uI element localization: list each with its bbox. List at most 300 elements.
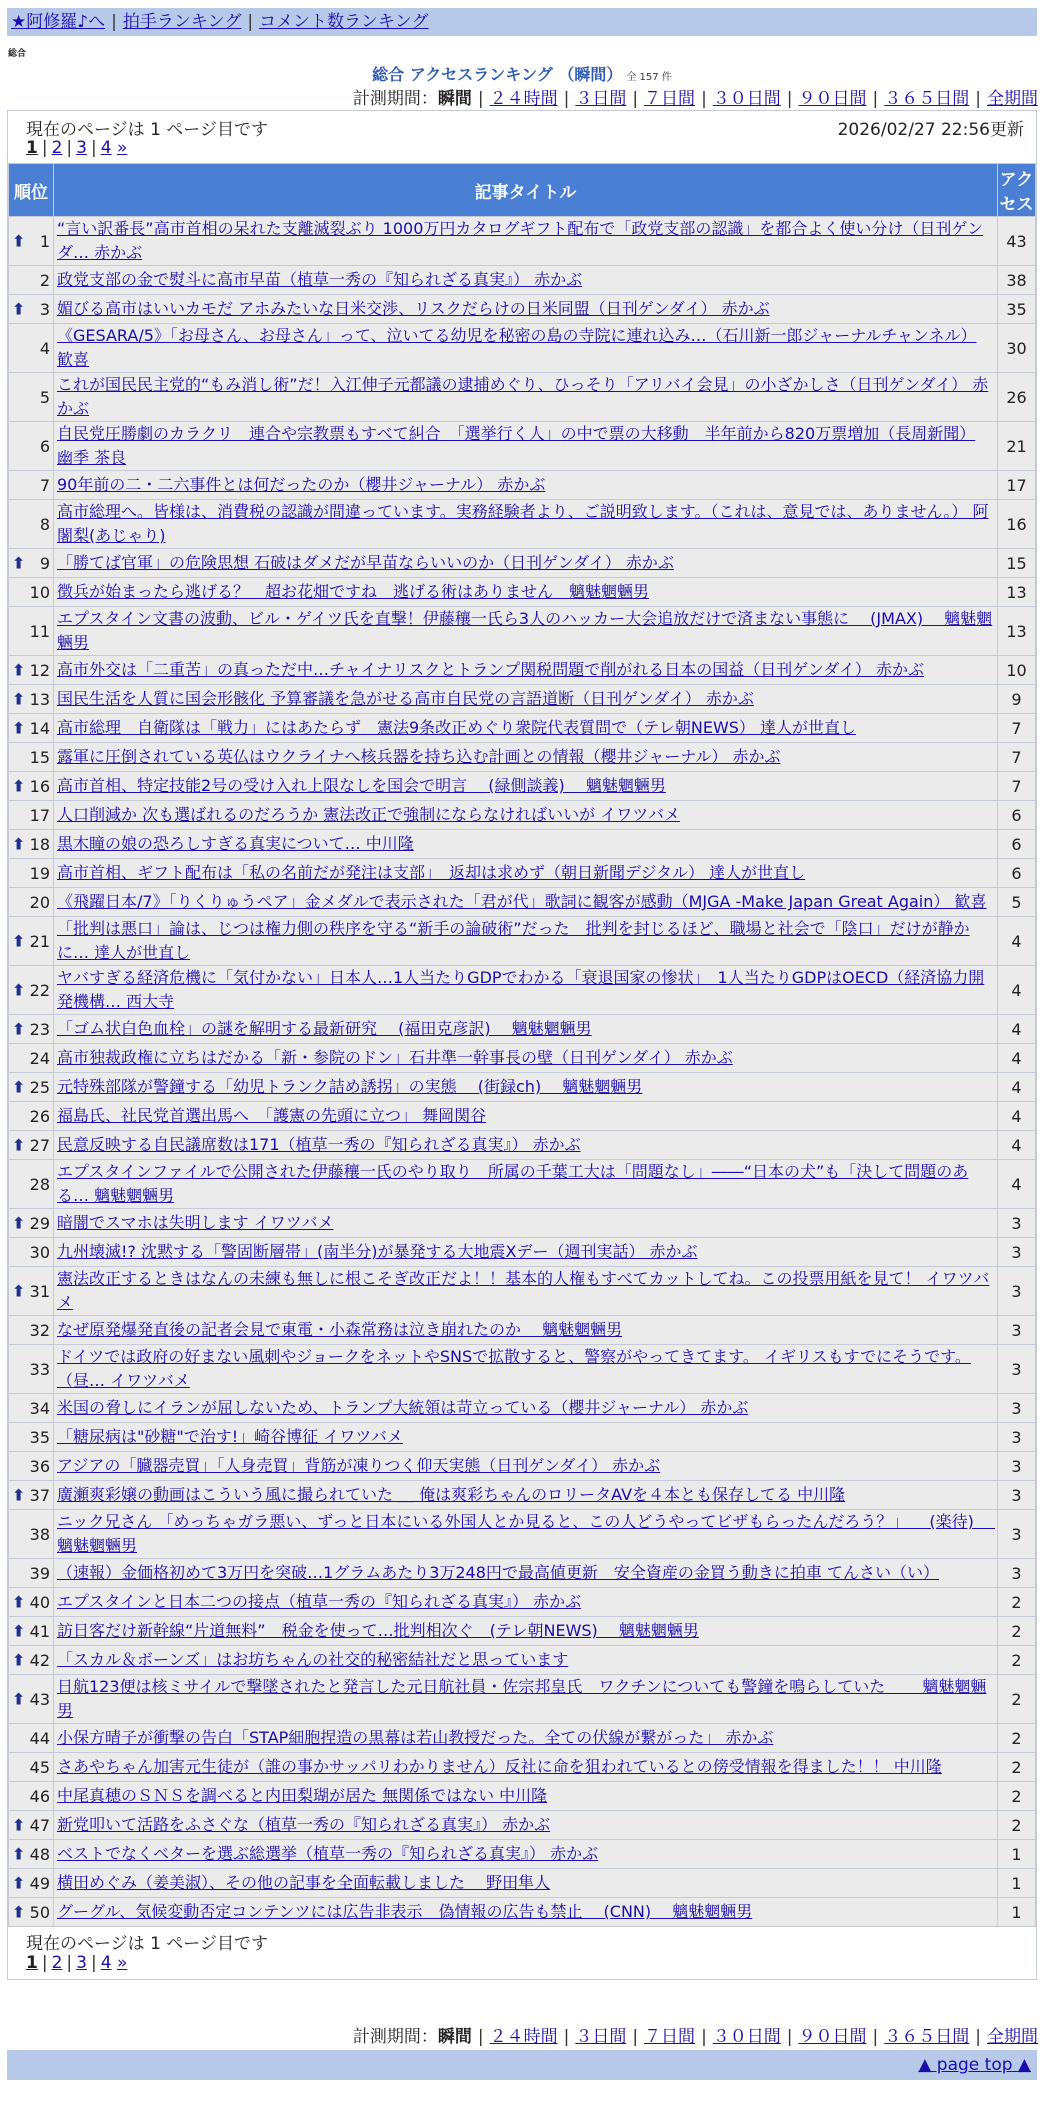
title-cell: [54, 1481, 998, 1510]
separator: |: [90, 138, 97, 158]
rank-number: 27: [29, 1135, 50, 1155]
rank-cell: [9, 1753, 54, 1782]
title-cell: [54, 373, 998, 422]
page-links: [26, 138, 127, 158]
rank-cell: [9, 1209, 54, 1238]
title-cell: [54, 1423, 998, 1452]
separator: |: [872, 2027, 879, 2047]
rank-cell: [9, 422, 54, 471]
access-count: 4: [998, 966, 1036, 1015]
access-count: 35: [998, 295, 1036, 324]
rank-number: 25: [29, 1077, 50, 1097]
separator: |: [701, 2027, 707, 2047]
rank-number: 35: [29, 1427, 50, 1447]
rank-cell: [9, 1423, 54, 1452]
access-count: 3: [998, 1316, 1036, 1345]
table-row: [9, 1394, 1036, 1423]
access-count: 4: [998, 1102, 1036, 1131]
period-label: 計測期間：: [352, 89, 438, 109]
up-arrow-icon: ⬆: [12, 1077, 26, 1097]
period-link-5[interactable]: ９０日間: [798, 2027, 867, 2047]
rank-number: 3: [39, 299, 50, 319]
title-cell: [54, 830, 998, 859]
table-row: [9, 1898, 1036, 1927]
rank-number: 30: [29, 1242, 50, 1262]
table-row: [9, 1646, 1036, 1675]
article-link[interactable]: これが国民民主党的“もみ消し術”だ！入江伸子元都議の逮捕めぐり、ひっそり「アリバイ会見」の小ざかしさ（日刊ゲンダイ） 赤かぶ: [57, 375, 989, 418]
separator: |: [111, 12, 117, 32]
title-cell: [54, 578, 998, 607]
access-count: 3: [998, 1510, 1036, 1559]
rank-cell: [9, 1267, 54, 1316]
table-row: [9, 1345, 1036, 1394]
table-row: [9, 1675, 1036, 1724]
article-link[interactable]: 90年前の二・二六事件とは何だったのか（櫻井ジャーナル） 赤かぶ: [57, 475, 546, 494]
title-cell: [54, 1617, 998, 1646]
current-page-text: 現在のページは 1 ページ目です: [26, 1934, 268, 1954]
access-count: 16: [998, 500, 1036, 549]
up-arrow-icon: ⬆: [12, 1592, 26, 1612]
period-current: 瞬間: [437, 89, 472, 109]
table-row: [9, 1209, 1036, 1238]
article-link[interactable]: 政党支部の金で熨斗に高市早苗（植草一秀の『知られざる真実』） 赤かぶ: [57, 270, 583, 289]
access-count: 3: [998, 1345, 1036, 1394]
separator: |: [41, 1953, 48, 1973]
rank-cell: [9, 1510, 54, 1559]
article-link[interactable]: エプスタインと日本二つの接点（植草一秀の『知られざる真実』） 赤かぶ: [57, 1592, 582, 1611]
table-row: [9, 1617, 1036, 1646]
rank-number: 50: [29, 1902, 50, 1922]
table-row: [9, 685, 1036, 714]
article-link[interactable]: 日航123便は核ミサイルで撃墜されたと発言した元日航社員・佐宗邦皇氏 ワクチンについても警鐘を鳴らしていた 魑魅魍魎男: [57, 1677, 987, 1720]
period-link-1[interactable]: ２４時間: [489, 89, 558, 109]
rank-cell: [9, 859, 54, 888]
separator: |: [975, 2027, 981, 2047]
separator: |: [477, 89, 484, 109]
period-link-4[interactable]: ３０日間: [712, 2027, 781, 2047]
table-row: [9, 656, 1036, 685]
table-row: [9, 549, 1036, 578]
rank-cell: [9, 1044, 54, 1073]
title-cell: [54, 714, 998, 743]
rank-number: 29: [29, 1213, 50, 1233]
rank-cell: [9, 373, 54, 422]
separator: |: [786, 2027, 793, 2047]
table-row: [9, 888, 1036, 917]
article-link[interactable]: 新党叩いて活路をふさぐな（植草一秀の『知られざる真実』） 赤かぶ: [57, 1815, 551, 1834]
rank-cell: [9, 656, 54, 685]
table-row: [9, 1073, 1036, 1102]
period-link-6[interactable]: ３６５日間: [884, 89, 970, 109]
article-link[interactable]: 人口削減か 次も選ばれるのだろうか 憲法改正で強制にならなければいいが イワツバメ: [57, 805, 680, 824]
rank-cell: [9, 966, 54, 1015]
article-link[interactable]: さあやちゃん加害元生徒が（誰の事かサッパリわかりません）反社に命を狙われているとの傍受情報を得ました！！ 中川隆: [57, 1757, 942, 1776]
access-count: 2: [998, 1782, 1036, 1811]
separator: |: [477, 2027, 484, 2047]
title-cell: [54, 295, 998, 324]
table-row: [9, 1238, 1036, 1267]
access-count: 43: [998, 217, 1036, 266]
access-count: 15: [998, 549, 1036, 578]
page-link-3[interactable]: 3: [76, 1953, 87, 1973]
article-link[interactable]: 「ゴム状白色血栓」の謎を解明する最新研究 (福田克彦訳) 魑魅魍魎男: [57, 1019, 592, 1038]
article-link[interactable]: ニック兄さん 「めっちゃガラ悪い、ずっと日本にいる外国人とか見ると、この人どうやってビザもらったんだろう？」 (楽待) 魑魅魍魎男: [57, 1512, 995, 1555]
access-count: 2: [998, 1617, 1036, 1646]
rank-number: 18: [29, 834, 50, 854]
title-cell: [54, 1782, 998, 1811]
rank-cell: [9, 1724, 54, 1753]
page-links: [26, 1953, 127, 1973]
period-link-3[interactable]: ７日間: [644, 89, 696, 109]
article-link[interactable]: 露軍に圧倒されている英仏はウクライナへ核兵器を持ち込む計画との情報（櫻井ジャーナル） 赤かぶ: [57, 747, 781, 766]
article-link[interactable]: ヤバすぎる経済危機に「気付かない」日本人…1人当たりGDPでわかる「衰退国家の惨状」 1人当たりGDPはOECD（経済協力開発機構… 西大寺: [57, 968, 985, 1011]
separator: |: [632, 2027, 639, 2047]
title-cell: [54, 1510, 998, 1559]
access-count: 17: [998, 471, 1036, 500]
article-link[interactable]: 高市首相、ギフト配布は「私の名前だが発注は支部」 返却は求めず（朝日新聞デジタル） 達人が世直し: [57, 863, 806, 882]
access-count: 9: [998, 685, 1036, 714]
up-arrow-icon: ⬆: [12, 1815, 26, 1835]
comment-ranking-link[interactable]: コメント数ランキング: [259, 12, 429, 32]
table-row: [9, 266, 1036, 295]
title-cell: [54, 743, 998, 772]
separator: |: [41, 138, 48, 158]
rank-cell: [9, 888, 54, 917]
access-count: 10: [998, 656, 1036, 685]
updated-timestamp: 2026/02/27 22:56更新: [837, 120, 1024, 140]
table-row: [9, 1869, 1036, 1898]
separator: |: [563, 2027, 570, 2047]
separator: |: [66, 1953, 73, 1973]
separator: |: [90, 1953, 97, 1973]
access-count: 30: [998, 324, 1036, 373]
article-link[interactable]: アジアの「臓器売買」「人身売買」背筋が凍りつく仰天実態（日刊ゲンダイ） 赤かぶ: [57, 1456, 661, 1475]
table-row: [9, 1559, 1036, 1588]
table-row: [9, 1588, 1036, 1617]
table-row: [9, 607, 1036, 656]
table-row: [9, 500, 1036, 549]
article-link[interactable]: 《飛躍日本/7》「りくりゅうペア」金メダルで表示された「君が代」歌詞に観客が感動（MJGA -Make Japan Great Again） 歓喜: [57, 892, 987, 911]
table-row: [9, 1782, 1036, 1811]
access-count: 38: [998, 266, 1036, 295]
access-count: 3: [998, 1452, 1036, 1481]
table-row: [9, 1015, 1036, 1044]
title-cell: [54, 266, 998, 295]
access-count: 13: [998, 607, 1036, 656]
rank-number: 24: [29, 1048, 50, 1068]
rank-number: 11: [29, 621, 50, 641]
rank-number: 15: [29, 747, 50, 767]
period-current: 瞬間: [437, 2027, 472, 2047]
title-cell: [54, 1015, 998, 1044]
up-arrow-icon: ⬆: [12, 718, 26, 738]
separator: |: [701, 89, 707, 109]
article-link[interactable]: 小保方晴子が衝撃の告白「STAP細胞捏造の黒幕は若山教授だった。全ての伏線が繋がった」 赤かぶ: [57, 1728, 774, 1747]
up-arrow-icon: ⬆: [12, 1485, 26, 1505]
title-cell: [54, 607, 998, 656]
article-link[interactable]: 九州壊滅!? 沈黙する「警固断層帯」(南半分)が暴発する大地震Xデー（週刊実話） 赤かぶ: [57, 1242, 698, 1261]
table-row: [9, 1423, 1036, 1452]
article-link[interactable]: 憲法改正するときはなんの未練も無しに根こそぎ改正だよ！！基本的人権もすべてカットしてね。この投票用紙を見て！ イワツバメ: [57, 1269, 990, 1312]
period-link-1[interactable]: ２４時間: [489, 2027, 558, 2047]
rank-number: 37: [29, 1485, 50, 1505]
access-count: 4: [998, 1131, 1036, 1160]
article-link[interactable]: 高市独裁政権に立ちはだかる「新・参院のドン」石井準一幹事長の壁（日刊ゲンダイ） 赤かぶ: [57, 1048, 733, 1067]
access-count: 2: [998, 1753, 1036, 1782]
title-cell: [54, 1238, 998, 1267]
title-cell: [54, 1102, 998, 1131]
rank-cell: [9, 1481, 54, 1510]
up-arrow-icon: ⬆: [12, 689, 26, 709]
title-cell: [54, 801, 998, 830]
rank-cell: [9, 1073, 54, 1102]
up-arrow-icon: ⬆: [12, 1902, 26, 1922]
ranking-panel: [7, 110, 1037, 1980]
rank-number: 19: [29, 863, 50, 883]
access-count: 3: [998, 1209, 1036, 1238]
separator: |: [872, 89, 879, 109]
rank-cell: [9, 266, 54, 295]
current-page-text: 現在のページは 1 ページ目です: [26, 120, 268, 140]
article-link[interactable]: ドイツでは政府の好まない風刺やジョークをネットやSNSで拡散すると、警察がやってきてます。 イギリスもすでにそうです。（昼… イワツバメ: [57, 1347, 971, 1390]
article-link[interactable]: 徴兵が始まったら逃げる？ 超お花畑ですね 逃げる術はありません 魑魅魍魎男: [57, 582, 650, 601]
rank-cell: [9, 1811, 54, 1840]
rank-number: 4: [39, 338, 50, 358]
title-cell: [54, 1345, 998, 1394]
table-row: [9, 1316, 1036, 1345]
separator: |: [975, 89, 981, 109]
title-cell: [54, 1898, 998, 1927]
page-link-2[interactable]: 2: [51, 138, 63, 158]
rank-cell: [9, 1345, 54, 1394]
ranking-table-body: [9, 217, 1036, 1927]
up-arrow-icon: ⬆: [12, 660, 26, 680]
top-nav-bar: [7, 8, 1037, 36]
access-count: 7: [998, 714, 1036, 743]
article-link[interactable]: エプスタインファイルで公開された伊藤穰一氏のやり取り 所属の千葉工大は「問題なし」――“日本の犬”も「決して問題のある… 魑魅魍魎男: [57, 1162, 969, 1205]
rank-number: 34: [29, 1398, 50, 1418]
clap-ranking-link[interactable]: 拍手ランキング: [122, 12, 242, 32]
rank-number: 43: [29, 1689, 50, 1709]
table-row: [9, 295, 1036, 324]
period-link-7[interactable]: 全期間: [987, 2027, 1038, 2047]
title-cell: [54, 549, 998, 578]
title-cell: [54, 1394, 998, 1423]
article-link[interactable]: 中尾真穂のＳＮＳを調べると内田梨瑚が居た 無関係ではない 中川隆: [57, 1786, 548, 1805]
period-link-5[interactable]: ９０日間: [798, 89, 867, 109]
article-link[interactable]: 廣瀬爽彩嬢の動画はこういう風に撮られていた ＿ 俺は爽彩ちゃんのロリータAVを４本とも保存してる 中川隆: [57, 1485, 846, 1504]
col-title-header: 記事タイトル: [54, 164, 998, 217]
access-count: 3: [998, 1267, 1036, 1316]
page-top-link[interactable]: ▲ page top ▲: [918, 2055, 1031, 2075]
article-link[interactable]: 《GESARA/5》「お母さん、お母さん」って、泣いてる幼児を秘密の島の寺院に連れ込み…（石川新一郎ジャーナルチャンネル） 歓喜: [57, 326, 977, 369]
title-cell: [54, 859, 998, 888]
home-link[interactable]: ★阿修羅♪へ: [11, 12, 106, 32]
article-link[interactable]: グーグル、気候変動否定コンテンツには広告非表示 偽情報の広告も禁止 (CNN) 魑魅魍魎男: [57, 1902, 753, 1921]
period-link-6[interactable]: ３６５日間: [884, 2027, 970, 2047]
table-row: [9, 1452, 1036, 1481]
separator: |: [563, 89, 570, 109]
page-link-2[interactable]: 2: [51, 1953, 63, 1973]
period-link-7[interactable]: 全期間: [987, 89, 1038, 109]
article-link[interactable]: 高市総理へ。皆様は、消費税の認識が間違っています。実務経験者より、ご説明致します。（これは、意見では、ありません。） 阿闍梨(あじゃり): [57, 502, 989, 545]
rank-cell: [9, 1588, 54, 1617]
table-row: [9, 471, 1036, 500]
title-cell: [54, 1316, 998, 1345]
rank-number: 48: [29, 1844, 50, 1864]
ranking-count: 全 157 件: [626, 72, 672, 83]
access-count: 21: [998, 422, 1036, 471]
ranking-title-text: 総合 アクセスランキング （瞬間）: [372, 65, 623, 84]
rank-number: 32: [29, 1320, 50, 1340]
access-count: 6: [998, 859, 1036, 888]
article-link[interactable]: 高市首相、特定技能2号の受け入れ上限なしを国会で明言 (緑側談義) 魑魅魍魎男: [57, 776, 666, 795]
rank-number: 44: [29, 1728, 50, 1748]
article-link[interactable]: 媚びる高市はいいカモだ アホみたいな日米交渉、リスクだらけの日米同盟（日刊ゲンダイ） 赤かぶ: [57, 299, 770, 318]
up-arrow-icon: ⬆: [12, 1621, 26, 1641]
rank-number: 17: [29, 805, 50, 825]
title-cell: [54, 1588, 998, 1617]
category-label: 総合: [8, 49, 27, 59]
rank-cell: [9, 1452, 54, 1481]
table-row: [9, 422, 1036, 471]
article-link[interactable]: 民意反映する自民議席数は171（植草一秀の『知られざる真実』） 赤かぶ: [57, 1135, 581, 1154]
period-link-3[interactable]: ７日間: [644, 2027, 696, 2047]
rank-number: 47: [29, 1815, 50, 1835]
rank-number: 21: [29, 931, 50, 951]
separator: |: [66, 138, 73, 158]
rank-cell: [9, 500, 54, 549]
rank-number: 33: [29, 1359, 50, 1379]
ranking-table: [8, 163, 1036, 1927]
article-link[interactable]: エプスタイン文書の波動、ビル・ゲイツ氏を直撃！伊藤穰一氏ら3人のハッカー大会追放だけで済まない事態に (JMAX) 魑魅魍魎男: [57, 609, 993, 652]
title-cell: [54, 324, 998, 373]
page-link-3[interactable]: 3: [76, 138, 87, 158]
table-row: [9, 859, 1036, 888]
table-row: [9, 917, 1036, 966]
rank-cell: [9, 1782, 54, 1811]
article-link[interactable]: 訪日客だけ新幹線“片道無料” 税金を使って…批判相次ぐ (テレ朝NEWS) 魑魅魍魎男: [57, 1621, 699, 1640]
rank-number: 20: [29, 892, 50, 912]
table-row: [9, 1510, 1036, 1559]
rank-cell: [9, 578, 54, 607]
period-label: 計測期間：: [352, 2027, 438, 2047]
access-count: 1: [998, 1898, 1036, 1927]
footer-bar: [7, 2050, 1037, 2080]
rank-number: 7: [39, 475, 50, 495]
rank-cell: [9, 1160, 54, 1209]
article-link[interactable]: 「批判は悪口」論は、じつは権力側の秩序を守る“新手の論破術”だった 批判を封じるほど、職場と社会で「陰口」だけが静かに… 達人が世直し: [57, 919, 970, 962]
access-count: 2: [998, 1646, 1036, 1675]
rank-cell: [9, 1559, 54, 1588]
rank-cell: [9, 801, 54, 830]
access-count: 3: [998, 1423, 1036, 1452]
table-row: [9, 801, 1036, 830]
rank-cell: [9, 1898, 54, 1927]
rank-number: 49: [29, 1873, 50, 1893]
up-arrow-icon: ⬆: [12, 1689, 26, 1709]
article-link[interactable]: ベストでなくベターを選ぶ総選挙（植草一秀の『知られざる真実』） 赤かぶ: [57, 1844, 599, 1863]
table-row: [9, 1753, 1036, 1782]
article-link[interactable]: なぜ原発爆発直後の記者会見で東電・小森常務は泣き崩れたのか 魑魅魍魎男: [57, 1320, 623, 1339]
title-cell: [54, 888, 998, 917]
up-arrow-icon: ⬆: [12, 931, 26, 951]
rank-number: 41: [29, 1621, 50, 1641]
rank-cell: [9, 324, 54, 373]
up-arrow-icon: ⬆: [12, 1019, 26, 1039]
title-cell: [54, 1044, 998, 1073]
access-count: 4: [998, 1160, 1036, 1209]
article-link[interactable]: 米国の脅しにイランが屈しないため、トランプ大統領は苛立っている（櫻井ジャーナル） 赤かぶ: [57, 1398, 749, 1417]
rank-cell: [9, 1316, 54, 1345]
rank-number: 14: [29, 718, 50, 738]
rank-number: 9: [39, 553, 50, 573]
up-arrow-icon: ⬆: [12, 776, 26, 796]
article-link[interactable]: 「スカル＆ボーンズ」はお坊ちゃんの社交的秘密結社だと思っています: [57, 1650, 569, 1669]
period-link-4[interactable]: ３０日間: [712, 89, 781, 109]
period-link-2[interactable]: ３日間: [575, 2027, 627, 2047]
page-link-4[interactable]: 4: [100, 1953, 112, 1973]
article-link[interactable]: （速報）金価格初めて3万円を突破…1グラムあたり3万248円で最高値更新 安全資産の金買う動きに拍車 てんさい（い）: [57, 1563, 940, 1582]
article-link[interactable]: 自民党圧勝劇のカラクリ 連合や宗教票もすべて糾合 「選挙行く人」の中で票の大移動 半年前から820万票増加（長周新聞） 幽季 茶良: [57, 424, 976, 467]
table-row: [9, 1044, 1036, 1073]
table-row: [9, 373, 1036, 422]
up-arrow-icon: ⬆: [12, 1281, 26, 1301]
article-link[interactable]: 福島氏、社民党首選出馬へ 「護憲の先頭に立つ」 舞岡関谷: [57, 1106, 487, 1125]
up-arrow-icon: ⬆: [12, 1844, 26, 1864]
up-arrow-icon: ⬆: [12, 834, 26, 854]
rank-cell: [9, 549, 54, 578]
article-link[interactable]: 国民生活を人質に国会形骸化 予算審議を急がせる高市自民党の言語道断（日刊ゲンダイ） 赤かぶ: [57, 689, 754, 708]
title-cell: [54, 471, 998, 500]
title-cell: [54, 1753, 998, 1782]
access-count: 2: [998, 1588, 1036, 1617]
access-count: 3: [998, 1238, 1036, 1267]
title-cell: [54, 966, 998, 1015]
next-page-link[interactable]: »: [116, 138, 128, 158]
access-count: 4: [998, 1073, 1036, 1102]
title-cell: [54, 1724, 998, 1753]
access-count: 2: [998, 1675, 1036, 1724]
title-cell: [54, 1160, 998, 1209]
article-link[interactable]: “言い訳番長”高市首相の呆れた支離滅裂ぶり 1000万円カタログギフト配布で「政党支部の認識」を都合よく使い分け（日刊ゲンダ… 赤かぶ: [57, 219, 984, 262]
article-link[interactable]: 元特殊部隊が警鐘する「幼児トランク詰め誘拐」の実態 (街録ch) 魑魅魍魎男: [57, 1077, 643, 1096]
article-link[interactable]: 横田めぐみ（姜美淑）、その他の記事を全面転載しました 野田隼人: [57, 1873, 551, 1892]
article-link[interactable]: 暗闇でスマホは失明します イワツバメ: [57, 1213, 334, 1232]
rank-cell: [9, 1131, 54, 1160]
title-cell: [54, 500, 998, 549]
article-link[interactable]: 高市総理 自衛隊は「戦力」にはあたらず 憲法9条改正めぐり衆院代表質問で（テレ朝NEWS） 達人が世直し: [57, 718, 857, 737]
up-arrow-icon: ⬆: [12, 299, 26, 319]
title-cell: [54, 1811, 998, 1840]
table-row: [9, 324, 1036, 373]
access-count: 4: [998, 917, 1036, 966]
rank-number: 16: [29, 776, 50, 796]
access-count: 1: [998, 1840, 1036, 1869]
rank-cell: [9, 1869, 54, 1898]
article-link[interactable]: 黒木瞳の娘の恐ろしすぎる真実について… 中川隆: [57, 834, 414, 853]
next-page-link[interactable]: »: [116, 1953, 128, 1973]
title-cell: [54, 1840, 998, 1869]
article-link[interactable]: 高市外交は「二重苦」の真っただ中…チャイナリスクとトランプ関税問題で削がれる日本の国益（日刊ゲンダイ） 赤かぶ: [57, 660, 925, 679]
rank-number: 31: [29, 1281, 50, 1301]
period-link-2[interactable]: ３日間: [575, 89, 627, 109]
rank-number: 28: [29, 1174, 50, 1194]
page-link-4[interactable]: 4: [100, 138, 112, 158]
article-link[interactable]: 「糖尿病は"砂糖"で治す!」崎谷博征 イワツバメ: [57, 1427, 403, 1446]
article-link[interactable]: 「勝てば官軍」の危険思想 石破はダメだが早苗ならいいのか（日刊ゲンダイ） 赤かぶ: [57, 553, 674, 572]
rank-number: 8: [39, 514, 50, 534]
